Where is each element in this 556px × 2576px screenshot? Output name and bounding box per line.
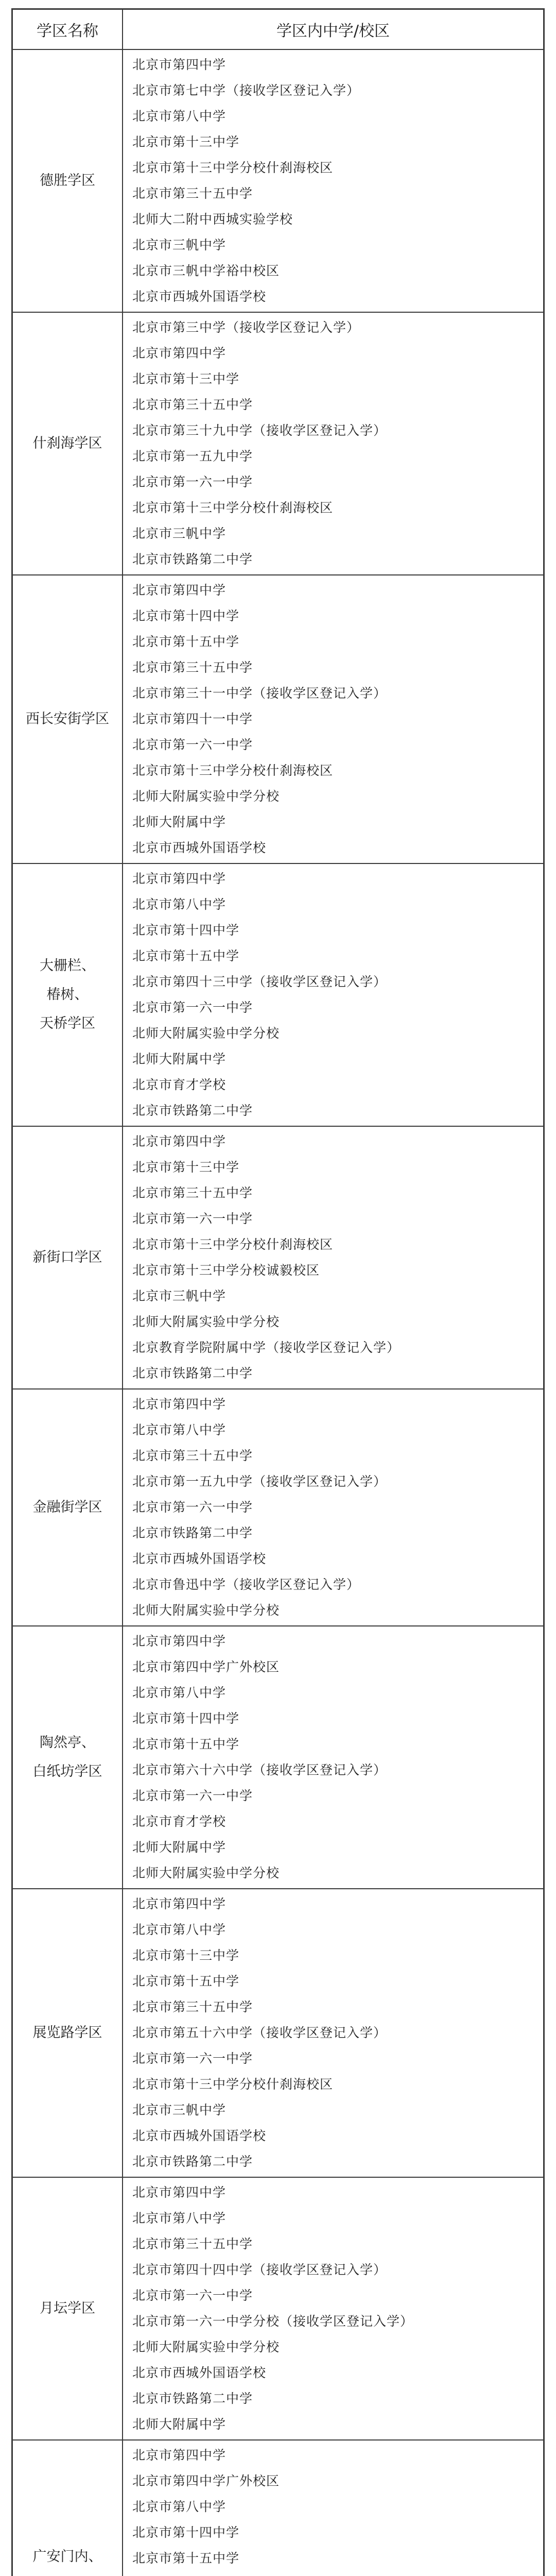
- school-item: 北京市第一六一中学: [132, 2288, 253, 2303]
- school-list: [123, 864, 543, 1126]
- school-item: 北京市三帆中学: [132, 526, 227, 541]
- school-item: 北京市第一六一中学: [132, 1788, 253, 1803]
- school-item: 北京市第十三中学分校什刹海校区: [132, 1237, 334, 1252]
- school-item: 北京市第十三中学分校什刹海校区: [132, 2077, 334, 2092]
- school-item: 北京市第一五九中学: [132, 449, 253, 464]
- school-item: 北京市第一六一中学: [132, 1211, 253, 1226]
- school-list: [123, 2441, 543, 2576]
- district-name: 德胜学区: [13, 50, 123, 312]
- school-list: [123, 575, 543, 863]
- header-district-name: 学区名称: [13, 10, 123, 49]
- school-item: 北京市第八中学: [132, 1922, 227, 1937]
- school-item: 北京市第四中学: [132, 2185, 227, 2200]
- school-item: 北京市第四中学: [132, 871, 227, 886]
- school-item: 北师大附属中学: [132, 1052, 227, 1066]
- school-item: 北京市第十四中学: [132, 923, 240, 938]
- school-item: 北师大附属实验中学分校: [132, 1603, 280, 1618]
- district-name: 月坛学区: [13, 2178, 123, 2439]
- school-item: 北京市西城外国语学校: [132, 2128, 267, 2143]
- school-item: 北京市第四中学广外校区: [132, 2473, 280, 2488]
- table-row: [13, 50, 543, 313]
- school-item: 北京市第三十九中学（接收学区登记入学）: [132, 423, 387, 438]
- school-item: 北京市第一五九中学（接收学区登记入学）: [132, 1474, 387, 1489]
- school-item: 北京市第十四中学: [132, 1711, 240, 1726]
- school-item: 北京市铁路第二中学: [132, 1526, 253, 1540]
- district-name: 广安门内、: [13, 2441, 123, 2576]
- school-item: 北京市西城外国语学校: [132, 2365, 267, 2380]
- school-item: 北京市第四十四中学（接收学区登记入学）: [132, 2262, 387, 2277]
- school-item: 北京市第三十五中学: [132, 186, 253, 201]
- school-item: 北师大附属中学: [132, 2417, 227, 2432]
- school-item: 北京市育才学校: [132, 1077, 227, 1092]
- school-item: 北京市铁路第二中学: [132, 1366, 253, 1381]
- school-item: 北师大附属中学: [132, 1840, 227, 1855]
- school-list: [123, 1889, 543, 2177]
- school-item: 北京市第三十五中学: [132, 660, 253, 675]
- school-item: 北京市第十四中学: [132, 2525, 240, 2540]
- table-row: [13, 864, 543, 1127]
- school-item: 北京市第三十五中学: [132, 1185, 253, 1200]
- school-item: 北京市第三十一中学（接收学区登记入学）: [132, 686, 387, 701]
- school-item: 北师大附属实验中学分校: [132, 1866, 280, 1880]
- school-item: 北京市第八中学: [132, 1685, 227, 1700]
- table-row: [13, 1389, 543, 1626]
- school-item: 北京市第十三中学: [132, 1948, 240, 1963]
- school-item: 北京市第一六一中学: [132, 1000, 253, 1015]
- table-body: [13, 50, 543, 2576]
- school-item: 北京市三帆中学: [132, 1289, 227, 1303]
- district-name: 陶然亭、 白纸坊学区: [13, 1626, 123, 1888]
- school-item: 北师大附属实验中学分校: [132, 789, 280, 804]
- school-item: 北京市第十三中学分校什刹海校区: [132, 763, 334, 778]
- district-school-table: [11, 8, 545, 2576]
- table-row: [13, 2441, 543, 2576]
- school-item: 北京市第三十五中学: [132, 1999, 253, 2014]
- school-item: 北京市第十四中学: [132, 608, 240, 623]
- district-name: 西长安街学区: [13, 575, 123, 863]
- school-item: 北师大附属实验中学分校: [132, 1314, 280, 1329]
- district-name: 新街口学区: [13, 1127, 123, 1388]
- school-item: 北京市第十五中学: [132, 2551, 240, 2566]
- table-row: [13, 575, 543, 864]
- school-item: 北京市三帆中学: [132, 238, 227, 252]
- school-item: 北京市第三中学（接收学区登记入学）: [132, 320, 360, 335]
- school-item: 北京市第十五中学: [132, 634, 240, 649]
- school-item: 北京市第四中学: [132, 1896, 227, 1911]
- school-item: 北京市第十五中学: [132, 948, 240, 963]
- school-item: 北京市第四中学广外校区: [132, 1659, 280, 1674]
- school-list: [123, 1626, 543, 1888]
- district-name: 大栅栏、 椿树、 天桥学区: [13, 864, 123, 1126]
- school-item: 北师大附属实验中学分校: [132, 2340, 280, 2354]
- school-item: 北京市第一六一中学: [132, 1500, 253, 1515]
- school-item: 北京市第四中学: [132, 1634, 227, 1649]
- school-item: [132, 2571, 543, 2576]
- school-item: 北师大附属实验中学分校: [132, 1026, 280, 1041]
- school-list: [123, 1389, 543, 1625]
- school-item: 北京市第十三中学: [132, 371, 240, 386]
- school-item: 北京市西城外国语学校: [132, 289, 267, 304]
- district-name: 金融街学区: [13, 1389, 123, 1625]
- school-item: 北京市铁路第二中学: [132, 552, 253, 567]
- table-row: [13, 1127, 543, 1389]
- school-list: [123, 2178, 543, 2439]
- table-header: [13, 10, 543, 50]
- school-item: 北京市第四中学: [132, 2448, 227, 2463]
- school-item: 北京市第四中学: [132, 346, 227, 361]
- school-list: [123, 50, 543, 312]
- table-row: [13, 2178, 543, 2441]
- school-item: 北京市第八中学: [132, 1422, 227, 1437]
- school-item: 北京市第一六一中学: [132, 737, 253, 752]
- school-item: 北京市鲁迅中学（接收学区登记入学）: [132, 1577, 360, 1592]
- school-item: 北京市第八中学: [132, 897, 227, 912]
- school-item: 北京市第四中学: [132, 583, 227, 598]
- school-item: 北京市第四中学: [132, 1134, 227, 1149]
- school-list: [123, 1127, 543, 1388]
- school-item: 北京市第六十六中学（接收学区登记入学）: [132, 1762, 387, 1777]
- school-item: 北京教育学院附属中学（接收学区登记入学）: [132, 1340, 401, 1355]
- school-item: 北师大附属中学: [132, 815, 227, 829]
- school-item: 北京市铁路第二中学: [132, 2391, 253, 2406]
- school-item: 北京市西城外国语学校: [132, 1551, 267, 1566]
- school-item: 北京市第四中学: [132, 57, 227, 72]
- school-item: 北京市第八中学: [132, 2211, 227, 2226]
- school-item: 北京市三帆中学: [132, 2103, 227, 2117]
- school-item: 北京市第一六一中学: [132, 2051, 253, 2066]
- school-item: 北京市第四十一中学: [132, 711, 253, 726]
- school-item: 北京市第三十五中学: [132, 2236, 253, 2251]
- school-item: 北京市第十三中学: [132, 1160, 240, 1175]
- table-row: [13, 313, 543, 575]
- school-item: 北京市西城外国语学校: [132, 840, 267, 855]
- school-item: 北京市第四十三中学（接收学区登记入学）: [132, 974, 387, 989]
- district-name: 展览路学区: [13, 1889, 123, 2177]
- school-item: 北京市第一六一中学: [132, 474, 253, 489]
- school-item: 北京市三帆中学裕中校区: [132, 263, 280, 278]
- school-item: 北京市第八中学: [132, 109, 227, 124]
- school-item: 北京市第五十六中学（接收学区登记入学）: [132, 2025, 387, 2040]
- school-item: 北京市第十五中学: [132, 1737, 240, 1752]
- school-item: 北京市第一六一中学分校（接收学区登记入学）: [132, 2314, 414, 2329]
- school-list: [123, 313, 543, 574]
- school-item: 北京市育才学校: [132, 1814, 227, 1829]
- school-item: 北师大二附中西城实验学校: [132, 212, 293, 227]
- school-item: 北京市第十三中学分校什刹海校区: [132, 160, 334, 175]
- school-item: 北京市第三十五中学: [132, 1448, 253, 1463]
- school-item: 北京市第十三中学分校诚毅校区: [132, 1263, 320, 1278]
- school-item: 北京市第七中学（接收学区登记入学）: [132, 83, 360, 98]
- table-row: [13, 1626, 543, 1889]
- school-item: 北京市第十五中学: [132, 1974, 240, 1989]
- district-name: 什刹海学区: [13, 313, 123, 574]
- school-item: 北京市铁路第二中学: [132, 2154, 253, 2169]
- table-row: [13, 1889, 543, 2178]
- school-item: 北京市第三十五中学: [132, 397, 253, 412]
- school-item: 北京市第八中学: [132, 2499, 227, 2514]
- school-item: 北京市第四中学: [132, 1397, 227, 1412]
- header-schools: 学区内中学/校区: [276, 22, 390, 40]
- school-item: 北京市第十三中学分校什刹海校区: [132, 500, 334, 515]
- school-item: 北京市铁路第二中学: [132, 1103, 253, 1118]
- school-item: 北京市第十三中学: [132, 134, 240, 149]
